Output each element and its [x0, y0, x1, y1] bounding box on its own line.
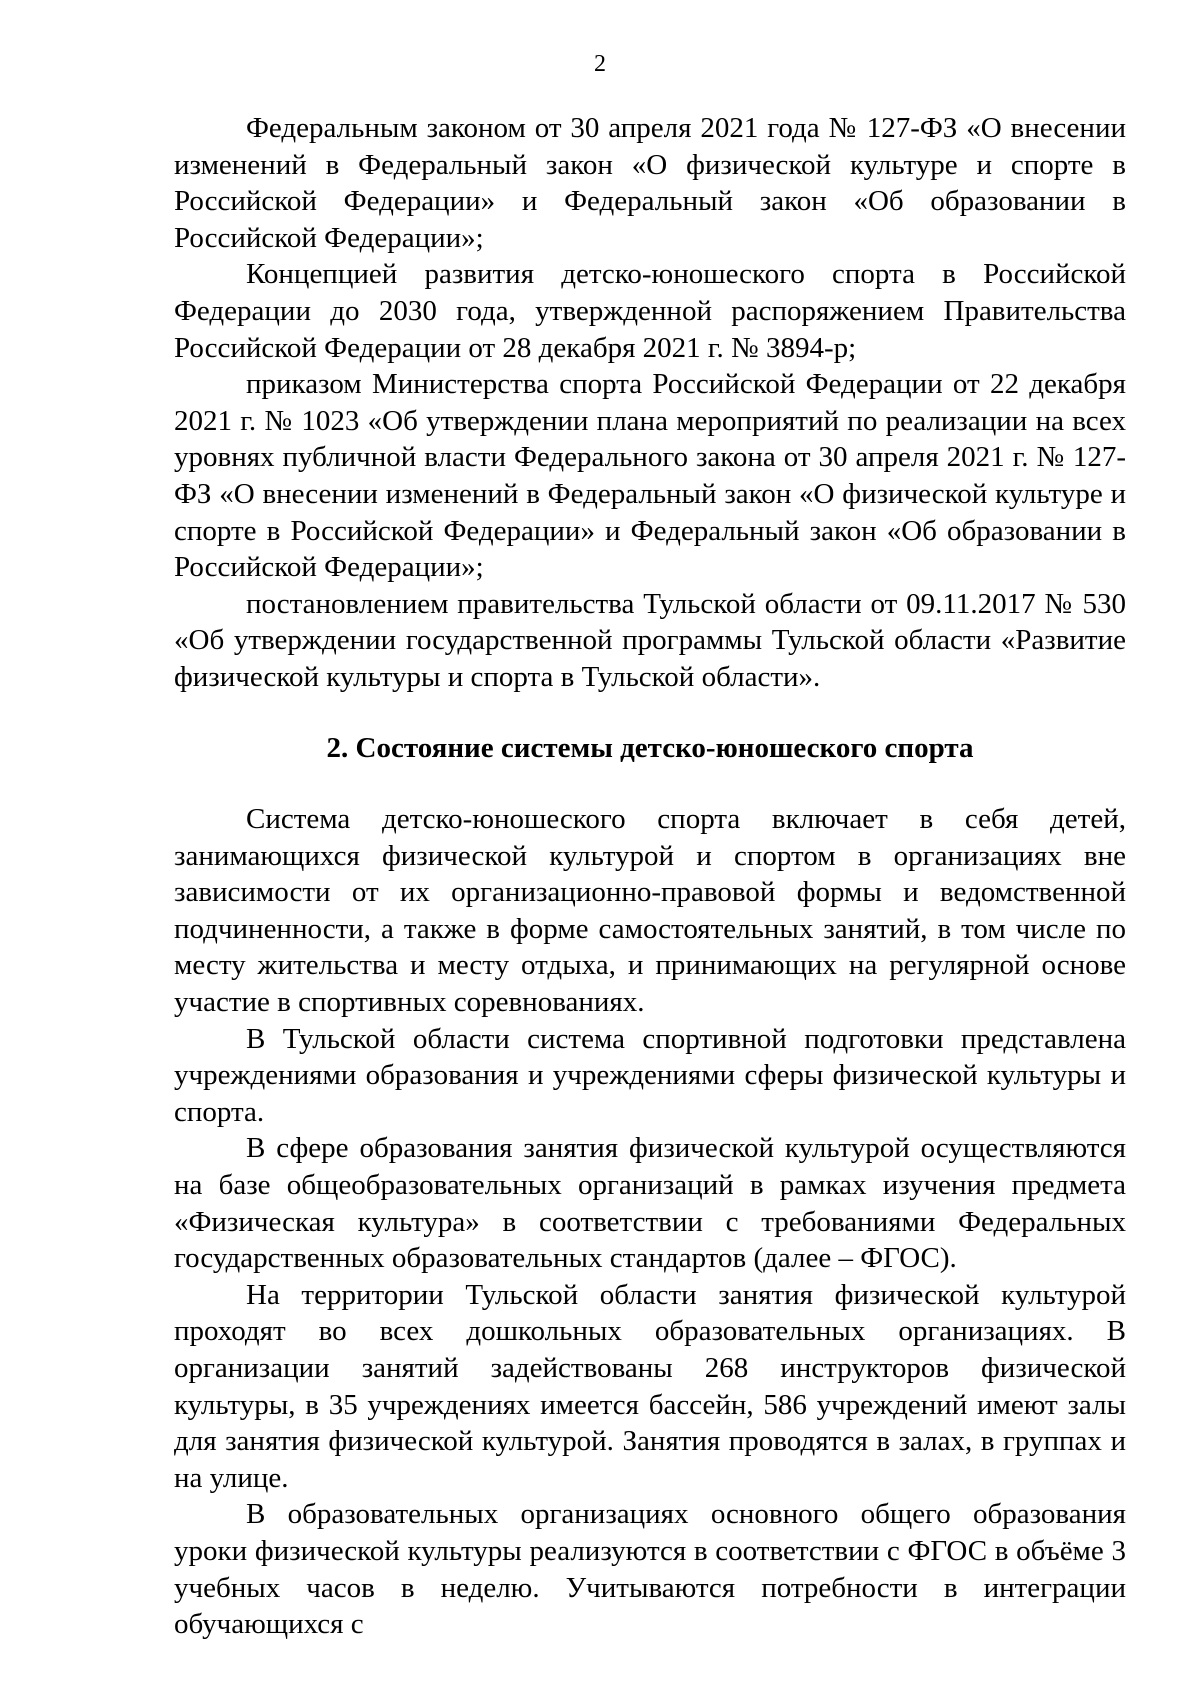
document-body [174, 110, 1126, 1643]
section-paragraph-system: Система детско-юношеского спорта включает в себя детей, занимающихся физической культурой и спортом в организациях вне зависимости от их организационно-правовой формы и ведомственной подчиненности, а также в форме самостоятельных занятий, в том числе по месту жительства и месту отдыха, и принимающих на регулярной основе участие в спортивных соревнованиях. [174, 803, 1126, 1019]
section-heading: 2. Состояние системы детско-юношеского спорта [326, 731, 974, 764]
section-paragraph-education: В сфере образования занятия физической культурой осуществляются на базе общеобразовательных организаций в рамках изучения предмета «Физическая культура» в соответствии с требованиями Федеральных государственных образовательных стандартов (далее – ФГОС). [174, 1132, 1126, 1275]
intro-paragraph-regional-resolution: постановлением правительства Тульской области от 09.11.2017 № 530 «Об утверждении государственной программы Тульской области «Развитие физической культуры и спорта в Тульской области». [174, 587, 1126, 693]
section-paragraph-basic-education: В образовательных организациях основного общего образования уроки физической культуры реализуются в соответствии с ФГОС в объёме 3 учебных часов в неделю. Учитываются потребности в интеграции обучающихся с [174, 1498, 1126, 1641]
intro-paragraph-ministry-order: приказом Министерства спорта Российской Федерации от 22 декабря 2021 г. № 1023 «Об утверждении плана мероприятий по реализации на всех уровнях публичной власти Федерального закона от 30 апреля 2021 г. № 127-ФЗ «О внесении изменений в Федеральный закон «О физической культуре и спорте в Российской Федерации» и Федеральный закон «Об образовании в Российской Федерации»; [174, 368, 1126, 584]
page-number: 2 [594, 51, 606, 77]
intro-paragraph-federal-law: Федеральным законом от 30 апреля 2021 года № 127-ФЗ «О внесении изменений в Федеральный закон «О физической культуре и спорте в Российской Федерации» и Федеральный закон «Об образовании в Российской Федерации»; [174, 112, 1126, 254]
section-paragraph-tula-system: В Тульской области система спортивной подготовки представлена учреждениями образования и учреждениями сферы физической культуры и спорта. [174, 1022, 1126, 1128]
section-paragraph-preschool: На территории Тульской области занятия физической культурой проходят во всех дошкольных образовательных организациях. В организации занятий задействованы 268 инструкторов физической культуры, в 35 учреждениях имеется бассейн, 586 учреждений имеют залы для занятия физической культурой. Занятия проводятся в залах, в группах и на улице. [174, 1278, 1126, 1494]
intro-paragraph-concept: Концепцией развития детско-юношеского спорта в Российской Федерации до 2030 года, утвержденной распоряжением Правительства Российской Федерации от 28 декабря 2021 г. № 3894-р; [174, 258, 1126, 364]
